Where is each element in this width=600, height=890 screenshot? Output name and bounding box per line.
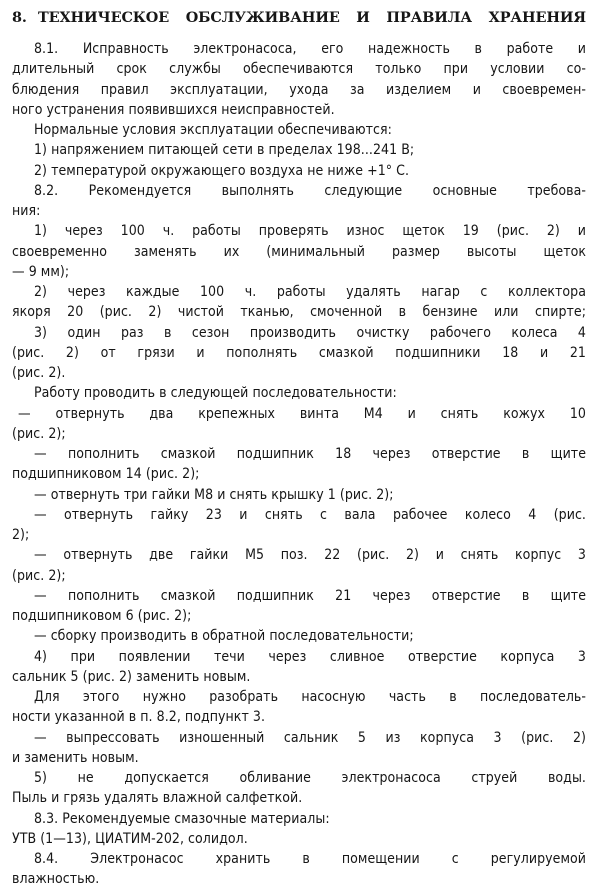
text-line: — выпрессовать изношенный сальник 5 из корпуса 3 (рис. 2) <box>34 729 586 746</box>
text-line: — сборку производить в обратной последовательности; <box>34 628 414 645</box>
text-line: (рис. 2) от грязи и пополнять смазкой подшипники 18 и 21 <box>12 344 586 361</box>
text-line: ности указанной в п. 8.2, подпункт 3. <box>12 709 265 726</box>
text-line: ного устранения появившихся неисправностей. <box>12 101 335 118</box>
text-line: 2) через каждые 100 ч. работы удалять нагар с коллектора <box>34 284 586 300</box>
text-line: (рис. 2); <box>12 567 66 584</box>
text-line: 4) при появлении течи через сливное отверстие корпуса 3 <box>34 648 586 665</box>
text-line: — отвернуть две гайки М5 поз. 22 (рис. 2) и снять корпус 3 <box>34 547 586 564</box>
text-line: влажностью. <box>12 871 100 888</box>
text-line: — пополнить смазкой подшипник 21 через отверстие в щите <box>34 587 586 604</box>
text-line: 5) не допускается обливание электронасоса струей воды. <box>34 770 586 786</box>
text-line: сальник 5 (рис. 2) заменить новым. <box>12 668 251 685</box>
text-line: подшипниковом 6 (рис. 2); <box>12 608 192 624</box>
section-title: ТЕХНИЧЕСКОЕ ОБСЛУЖИВАНИЕ И ПРАВИЛА ХРАНЕНИЯ <box>38 9 586 26</box>
text-line: — отвернуть три гайки М8 и снять крышку 1 (рис. 2); <box>34 486 394 503</box>
text-line: 2) температурой окружающего воздуха не ниже +1° С. <box>34 162 410 179</box>
section-heading <box>12 8 586 27</box>
text-line: длительный срок службы обеспечиваются только при условии со- <box>12 61 586 78</box>
text-line: якоря 20 (рис. 2) чистой тканью, смоченной в бензине или спирте; <box>12 304 586 321</box>
text-line: (рис. 2); <box>12 425 66 442</box>
text-line: 3) один раз в сезон производить очистку рабочего колеса 4 <box>34 324 586 341</box>
text-line: Работу проводить в следующей последовательности: <box>34 385 397 402</box>
text-line: — 9 мм); <box>12 263 70 280</box>
text-line: УТВ (1—13), ЦИАТИМ-202, солидол. <box>12 830 248 847</box>
section-body <box>12 39 586 890</box>
text-line: 8.2. Рекомендуется выполнять следующие основные требова- <box>34 182 586 199</box>
text-line: 8.1. Исправность электронасоса, его надежность в работе и <box>34 41 586 57</box>
text-line: своевременно заменять их (минимальный размер высоты щеток <box>12 243 586 260</box>
text-line: Для этого нужно разобрать насосную часть в последователь- <box>34 689 586 705</box>
section-number: 8. <box>12 9 27 26</box>
text-line: 2); <box>12 527 30 543</box>
text-line: Нормальные условия эксплуатации обеспечиваются: <box>34 122 392 138</box>
text-line: — отвернуть гайку 23 и снять с вала рабочее колесо 4 (рис. <box>34 506 586 523</box>
text-line: Пыль и грязь удалять влажной салфеткой. <box>12 790 303 807</box>
text-line: 1) напряжением питающей сети в пределах 198...241 В; <box>34 142 415 159</box>
text-line: 8.4. Электронасос хранить в помещении с регулируемой <box>34 851 586 867</box>
text-line: подшипниковом 14 (рис. 2); <box>12 466 200 483</box>
text-line: 8.3. Рекомендуемые смазочные материалы: <box>34 810 330 827</box>
text-line: (рис. 2). <box>12 365 66 381</box>
text-line: блюдения правил эксплуатации, ухода за изделием и своевремен- <box>12 81 586 98</box>
text-line: — пополнить смазкой подшипник 18 через отверстие в щите <box>34 446 586 462</box>
text-line: — отвернуть два крепежных винта М4 и снять кожух 10 <box>18 405 586 422</box>
text-line: и заменить новым. <box>12 749 139 766</box>
text-line: ния: <box>12 203 41 219</box>
text-line: 1) через 100 ч. работы проверять износ щеток 19 (рис. 2) и <box>34 223 586 240</box>
